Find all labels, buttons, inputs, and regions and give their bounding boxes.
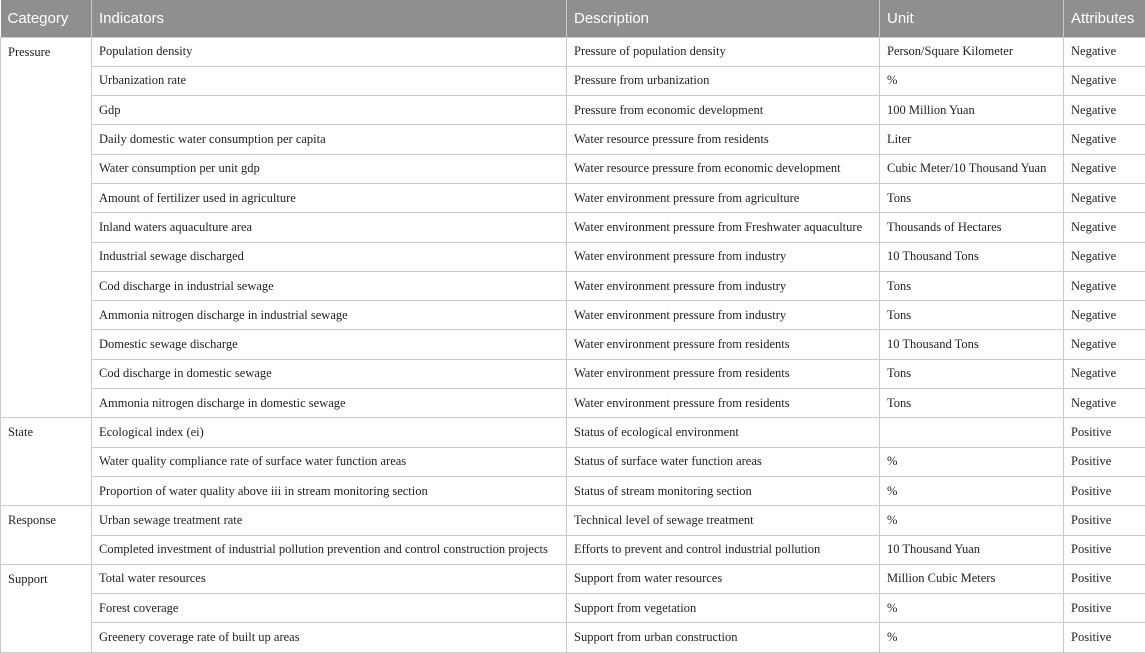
- indicator-cell: Total water resources: [92, 564, 567, 593]
- description-cell: Status of stream monitoring section: [567, 476, 880, 505]
- attribute-cell: Negative: [1064, 96, 1145, 125]
- unit-cell: %: [880, 476, 1064, 505]
- description-cell: Water resource pressure from economic development: [567, 154, 880, 183]
- description-cell: Support from urban construction: [567, 623, 880, 652]
- table-row: [1, 594, 1145, 623]
- indicator-cell: Greenery coverage rate of built up areas: [92, 623, 567, 652]
- unit-cell: Tons: [880, 271, 1064, 300]
- category-cell: State: [1, 418, 92, 506]
- table-row: [1, 564, 1145, 593]
- description-cell: Support from water resources: [567, 564, 880, 593]
- description-cell: Pressure from economic development: [567, 96, 880, 125]
- indicator-cell: Proportion of water quality above iii in stream monitoring section: [92, 476, 567, 505]
- description-cell: Water environment pressure from Freshwater aquaculture: [567, 213, 880, 242]
- attribute-cell: Positive: [1064, 447, 1145, 476]
- table-row: [1, 271, 1145, 300]
- attribute-cell: Positive: [1064, 535, 1145, 564]
- table-body: [1, 37, 1145, 652]
- attribute-cell: Negative: [1064, 359, 1145, 388]
- table-row: [1, 506, 1145, 535]
- description-cell: Status of ecological environment: [567, 418, 880, 447]
- indicator-cell: Domestic sewage discharge: [92, 330, 567, 359]
- unit-cell: 10 Thousand Tons: [880, 330, 1064, 359]
- unit-cell: 10 Thousand Yuan: [880, 535, 1064, 564]
- description-cell: Water environment pressure from residents: [567, 330, 880, 359]
- table-row: [1, 154, 1145, 183]
- description-cell: Technical level of sewage treatment: [567, 506, 880, 535]
- attribute-cell: Negative: [1064, 154, 1145, 183]
- indicator-cell: Forest coverage: [92, 594, 567, 623]
- description-cell: Efforts to prevent and control industrial pollution: [567, 535, 880, 564]
- unit-cell: %: [880, 447, 1064, 476]
- attribute-cell: Positive: [1064, 594, 1145, 623]
- attribute-cell: Positive: [1064, 418, 1145, 447]
- indicator-cell: Industrial sewage discharged: [92, 242, 567, 271]
- indicator-cell: Inland waters aquaculture area: [92, 213, 567, 242]
- table-row: [1, 330, 1145, 359]
- category-cell: Response: [1, 506, 92, 565]
- description-cell: Status of surface water function areas: [567, 447, 880, 476]
- attribute-cell: Positive: [1064, 506, 1145, 535]
- header-attributes: Attributes: [1064, 0, 1145, 37]
- attribute-cell: Negative: [1064, 330, 1145, 359]
- table-row: [1, 535, 1145, 564]
- attribute-cell: Positive: [1064, 623, 1145, 652]
- indicator-cell: Amount of fertilizer used in agriculture: [92, 183, 567, 212]
- unit-cell: Tons: [880, 359, 1064, 388]
- header-unit: Unit: [880, 0, 1064, 37]
- unit-cell: Tons: [880, 301, 1064, 330]
- header-row: [1, 0, 1145, 37]
- attribute-cell: Negative: [1064, 389, 1145, 418]
- unit-cell: Tons: [880, 389, 1064, 418]
- table-row: [1, 37, 1145, 66]
- description-cell: Water environment pressure from industry: [567, 242, 880, 271]
- indicator-cell: Daily domestic water consumption per capita: [92, 125, 567, 154]
- unit-cell: Person/Square Kilometer: [880, 37, 1064, 66]
- description-cell: Pressure of population density: [567, 37, 880, 66]
- attribute-cell: Positive: [1064, 476, 1145, 505]
- unit-cell: [880, 418, 1064, 447]
- unit-cell: %: [880, 623, 1064, 652]
- description-cell: Water environment pressure from residents: [567, 389, 880, 418]
- attribute-cell: Positive: [1064, 564, 1145, 593]
- indicator-cell: Cod discharge in industrial sewage: [92, 271, 567, 300]
- category-cell: Support: [1, 564, 92, 652]
- description-cell: Water environment pressure from industry: [567, 271, 880, 300]
- table-row: [1, 389, 1145, 418]
- indicator-cell: Urban sewage treatment rate: [92, 506, 567, 535]
- description-cell: Water environment pressure from residents: [567, 359, 880, 388]
- attribute-cell: Negative: [1064, 125, 1145, 154]
- description-cell: Pressure from urbanization: [567, 66, 880, 95]
- unit-cell: Million Cubic Meters: [880, 564, 1064, 593]
- attribute-cell: Negative: [1064, 301, 1145, 330]
- header-description: Description: [567, 0, 880, 37]
- table-row: [1, 476, 1145, 505]
- attribute-cell: Negative: [1064, 242, 1145, 271]
- unit-cell: Cubic Meter/10 Thousand Yuan: [880, 154, 1064, 183]
- table-row: [1, 359, 1145, 388]
- indicator-cell: Urbanization rate: [92, 66, 567, 95]
- unit-cell: Liter: [880, 125, 1064, 154]
- indicator-cell: Gdp: [92, 96, 567, 125]
- attribute-cell: Negative: [1064, 66, 1145, 95]
- table-row: [1, 418, 1145, 447]
- description-cell: Water resource pressure from residents: [567, 125, 880, 154]
- attribute-cell: Negative: [1064, 37, 1145, 66]
- description-cell: Water environment pressure from industry: [567, 301, 880, 330]
- table-header: [1, 0, 1145, 37]
- indicator-cell: Water consumption per unit gdp: [92, 154, 567, 183]
- table-row: [1, 96, 1145, 125]
- indicator-cell: Ecological index (ei): [92, 418, 567, 447]
- table-row: [1, 447, 1145, 476]
- attribute-cell: Negative: [1064, 183, 1145, 212]
- header-category: Category: [1, 0, 92, 37]
- indicator-cell: Cod discharge in domestic sewage: [92, 359, 567, 388]
- indicator-cell: Population density: [92, 37, 567, 66]
- unit-cell: %: [880, 506, 1064, 535]
- unit-cell: %: [880, 66, 1064, 95]
- table-row: [1, 242, 1145, 271]
- indicator-cell: Ammonia nitrogen discharge in domestic sewage: [92, 389, 567, 418]
- unit-cell: %: [880, 594, 1064, 623]
- unit-cell: Tons: [880, 183, 1064, 212]
- indicator-cell: Ammonia nitrogen discharge in industrial sewage: [92, 301, 567, 330]
- description-cell: Water environment pressure from agriculture: [567, 183, 880, 212]
- unit-cell: 10 Thousand Tons: [880, 242, 1064, 271]
- attribute-cell: Negative: [1064, 213, 1145, 242]
- table-row: [1, 623, 1145, 652]
- category-cell: Pressure: [1, 37, 92, 418]
- attribute-cell: Negative: [1064, 271, 1145, 300]
- table-row: [1, 213, 1145, 242]
- table-row: [1, 66, 1145, 95]
- table-row: [1, 125, 1145, 154]
- table-row: [1, 301, 1145, 330]
- unit-cell: Thousands of Hectares: [880, 213, 1064, 242]
- indicator-cell: Completed investment of industrial pollution prevention and control construction projects: [92, 535, 567, 564]
- description-cell: Support from vegetation: [567, 594, 880, 623]
- header-indicators: Indicators: [92, 0, 567, 37]
- indicator-cell: Water quality compliance rate of surface water function areas: [92, 447, 567, 476]
- table-row: [1, 183, 1145, 212]
- unit-cell: 100 Million Yuan: [880, 96, 1064, 125]
